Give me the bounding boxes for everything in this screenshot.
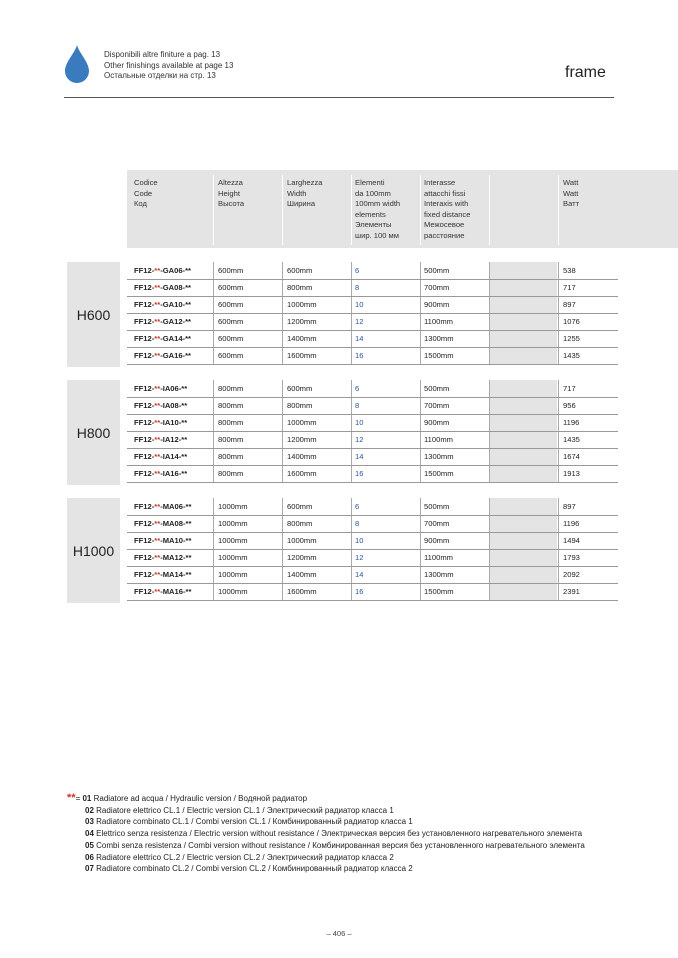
product-code bbox=[134, 266, 191, 275]
brand-title: frame bbox=[565, 64, 606, 81]
code-variant-stars: ** bbox=[154, 469, 161, 478]
row-divider bbox=[127, 330, 618, 331]
cell-width: 1000mm bbox=[287, 300, 317, 309]
cell-interaxis: 500mm bbox=[424, 266, 450, 275]
product-code bbox=[134, 536, 191, 545]
column-header-line: Height bbox=[218, 188, 240, 198]
code-suffix: -GA12-** bbox=[160, 317, 191, 326]
row-divider bbox=[127, 482, 618, 483]
product-code bbox=[134, 587, 191, 596]
legend-text: Combi senza resistenza / Combi version without resistance / Комбинированная версия без установленного нагревательного элемента bbox=[96, 840, 585, 850]
column-header-line: attacchi fissi bbox=[424, 188, 466, 198]
code-variant-stars: ** bbox=[154, 452, 161, 461]
row-divider bbox=[127, 532, 618, 533]
row-divider bbox=[127, 296, 618, 297]
cell-interaxis: 500mm bbox=[424, 502, 450, 511]
cell-interaxis: 900mm bbox=[424, 536, 450, 545]
header-separator bbox=[558, 175, 559, 245]
code-prefix: FF12- bbox=[134, 502, 155, 511]
row-divider bbox=[127, 549, 618, 550]
cell-width: 600mm bbox=[287, 502, 313, 511]
cell-watt: 956 bbox=[563, 401, 576, 410]
cell-width: 1400mm bbox=[287, 452, 317, 461]
finishes-line: Disponibili altre finiture a pag. 13 bbox=[104, 50, 221, 59]
code-suffix: -IA06-** bbox=[160, 384, 188, 393]
column-header-line: elements bbox=[355, 209, 386, 219]
cell-interaxis: 1500mm bbox=[424, 469, 454, 478]
code-variant-stars: ** bbox=[154, 401, 161, 410]
cell-height: 1000mm bbox=[218, 502, 248, 511]
cell-width: 600mm bbox=[287, 266, 313, 275]
cell-elements: 8 bbox=[355, 401, 360, 410]
cell-width: 1200mm bbox=[287, 317, 317, 326]
column-header bbox=[218, 178, 244, 210]
legend-code: 03 bbox=[85, 817, 94, 827]
cell-watt: 2391 bbox=[563, 587, 580, 596]
column-header-line: Элементы bbox=[355, 220, 392, 230]
column-header bbox=[563, 178, 579, 210]
code-suffix: -GA10-** bbox=[160, 300, 191, 309]
legend-stars: ** bbox=[67, 792, 76, 804]
cell-width: 1200mm bbox=[287, 553, 317, 562]
water-drop-icon bbox=[63, 44, 91, 84]
row-divider bbox=[127, 397, 618, 398]
cell-watt: 717 bbox=[563, 384, 576, 393]
code-variant-stars: ** bbox=[154, 570, 161, 579]
cell-interaxis: 700mm bbox=[424, 519, 450, 528]
code-prefix: FF12- bbox=[134, 536, 155, 545]
group-label: H600 bbox=[76, 306, 111, 323]
product-code bbox=[134, 283, 191, 292]
column-header bbox=[424, 178, 470, 242]
cell-elements: 14 bbox=[355, 334, 364, 343]
code-variant-stars: ** bbox=[154, 266, 161, 275]
cell-elements: 6 bbox=[355, 266, 360, 275]
cell-interaxis: 700mm bbox=[424, 283, 450, 292]
product-code bbox=[134, 317, 191, 326]
code-prefix: FF12- bbox=[134, 418, 155, 427]
cell-width: 800mm bbox=[287, 519, 313, 528]
code-prefix: FF12- bbox=[134, 283, 155, 292]
row-divider bbox=[127, 465, 618, 466]
column-header-line: da 100mm bbox=[355, 188, 391, 198]
code-suffix: -GA08-** bbox=[160, 283, 191, 292]
product-code bbox=[134, 519, 191, 528]
code-variant-stars: ** bbox=[154, 587, 161, 596]
column-header-line: расстояние bbox=[424, 230, 465, 240]
code-suffix: -GA06-** bbox=[160, 266, 191, 275]
code-suffix: -MA06-** bbox=[160, 502, 192, 511]
row-divider bbox=[127, 600, 618, 601]
code-suffix: -MA10-** bbox=[160, 536, 192, 545]
code-suffix: -IA16-** bbox=[160, 469, 188, 478]
code-prefix: FF12- bbox=[134, 351, 155, 360]
cell-watt: 897 bbox=[563, 502, 576, 511]
code-prefix: FF12- bbox=[134, 300, 155, 309]
cell-height: 800mm bbox=[218, 401, 244, 410]
cell-height: 600mm bbox=[218, 351, 244, 360]
code-variant-stars: ** bbox=[154, 384, 161, 393]
column-header bbox=[287, 178, 322, 210]
cell-watt: 897 bbox=[563, 300, 576, 309]
row-divider bbox=[127, 583, 618, 584]
header-separator bbox=[489, 175, 490, 245]
code-prefix: FF12- bbox=[134, 384, 155, 393]
cell-watt: 1435 bbox=[563, 435, 580, 444]
column-header-line: Altezza bbox=[218, 178, 243, 187]
cell-watt: 1674 bbox=[563, 452, 580, 461]
column-header-line: Межосевое bbox=[424, 220, 465, 230]
row-divider bbox=[127, 313, 618, 314]
cell-elements: 6 bbox=[355, 384, 360, 393]
row-divider bbox=[127, 414, 618, 415]
cell-height: 600mm bbox=[218, 317, 244, 326]
cell-watt: 1913 bbox=[563, 469, 580, 478]
column-header-line: Interaxis with bbox=[424, 199, 469, 209]
code-prefix: FF12- bbox=[134, 401, 155, 410]
cell-elements: 8 bbox=[355, 283, 360, 292]
code-suffix: -MA16-** bbox=[160, 587, 192, 596]
legend-row bbox=[67, 863, 585, 875]
product-code bbox=[134, 469, 187, 478]
legend-row bbox=[67, 852, 585, 864]
column-header-line: Code bbox=[134, 188, 153, 198]
code-variant-stars: ** bbox=[154, 536, 161, 545]
column-header-line: 100mm width bbox=[355, 199, 401, 209]
header-separator bbox=[420, 175, 421, 245]
cell-watt: 1494 bbox=[563, 536, 580, 545]
row-divider bbox=[127, 364, 618, 365]
cell-elements: 16 bbox=[355, 351, 364, 360]
code-suffix: -IA14-** bbox=[160, 452, 188, 461]
code-prefix: FF12- bbox=[134, 553, 155, 562]
code-prefix: FF12- bbox=[134, 587, 155, 596]
product-code bbox=[134, 435, 187, 444]
code-suffix: -GA16-** bbox=[160, 351, 191, 360]
product-code bbox=[134, 502, 191, 511]
cell-watt: 1196 bbox=[563, 519, 580, 528]
cell-interaxis: 1300mm bbox=[424, 570, 454, 579]
code-prefix: FF12- bbox=[134, 266, 155, 275]
cell-height: 1000mm bbox=[218, 519, 248, 528]
code-variant-stars: ** bbox=[154, 317, 161, 326]
cell-width: 600mm bbox=[287, 384, 313, 393]
cell-elements: 10 bbox=[355, 418, 364, 427]
row-divider bbox=[127, 566, 618, 567]
product-code bbox=[134, 570, 191, 579]
cell-watt: 538 bbox=[563, 266, 576, 275]
cell-height: 800mm bbox=[218, 418, 244, 427]
cell-watt: 1076 bbox=[563, 317, 580, 326]
cell-elements: 6 bbox=[355, 502, 360, 511]
code-prefix: FF12- bbox=[134, 519, 155, 528]
row-divider bbox=[127, 448, 618, 449]
cell-interaxis: 1300mm bbox=[424, 452, 454, 461]
cell-width: 1600mm bbox=[287, 587, 317, 596]
code-suffix: -GA14-** bbox=[160, 334, 191, 343]
group-label-box bbox=[67, 262, 120, 367]
code-variant-stars: ** bbox=[154, 553, 161, 562]
cell-height: 1000mm bbox=[218, 587, 248, 596]
legend-text: Radiatore ad acqua / Hydraulic version / Водяной радиатор bbox=[93, 794, 308, 803]
cell-height: 600mm bbox=[218, 283, 244, 292]
cell-interaxis: 1300mm bbox=[424, 334, 454, 343]
code-suffix: -IA12-** bbox=[160, 435, 188, 444]
cell-width: 800mm bbox=[287, 283, 313, 292]
cell-height: 800mm bbox=[218, 469, 244, 478]
cell-height: 1000mm bbox=[218, 570, 248, 579]
product-code bbox=[134, 300, 191, 309]
column-header-line: Elementi bbox=[355, 178, 385, 187]
column-header-line: шир. 100 мм bbox=[355, 230, 399, 240]
legend-text: Radiatore elettrico CL.1 / Electric version CL.1 / Электрический радиатор класса 1 bbox=[96, 805, 394, 815]
header-separator bbox=[282, 175, 283, 245]
legend-text: Radiatore combinato CL.2 / Combi version CL.2 / Комбинированный радиатор класса 2 bbox=[96, 864, 413, 874]
page-number: – 406 – bbox=[326, 929, 352, 938]
legend-text: Elettrico senza resistenza / Electric version without resistance / Электрическая версия без установленного нагревательного элемента bbox=[96, 829, 583, 839]
row-divider bbox=[127, 515, 618, 516]
column-header-line: Codice bbox=[134, 178, 158, 187]
column-header-line: Larghezza bbox=[287, 178, 323, 187]
cell-width: 1400mm bbox=[287, 570, 317, 579]
cell-elements: 10 bbox=[355, 536, 364, 545]
code-variant-stars: ** bbox=[154, 502, 161, 511]
legend-row bbox=[67, 828, 585, 840]
code-suffix: -MA12-** bbox=[160, 553, 192, 562]
cell-interaxis: 700mm bbox=[424, 401, 450, 410]
cell-watt: 2092 bbox=[563, 570, 580, 579]
cell-interaxis: 1100mm bbox=[424, 553, 453, 562]
product-code bbox=[134, 418, 187, 427]
cell-height: 600mm bbox=[218, 266, 244, 275]
cell-height: 800mm bbox=[218, 452, 244, 461]
cell-watt: 717 bbox=[563, 283, 576, 292]
cell-width: 1000mm bbox=[287, 536, 317, 545]
cell-watt: 1435 bbox=[563, 351, 580, 360]
column-header-line: Высота bbox=[218, 199, 245, 209]
code-variant-stars: ** bbox=[154, 351, 161, 360]
cell-height: 1000mm bbox=[218, 553, 248, 562]
cell-interaxis: 900mm bbox=[424, 300, 450, 309]
product-code bbox=[134, 401, 187, 410]
cell-interaxis: 1100mm bbox=[424, 317, 453, 326]
legend-code: 04 bbox=[85, 829, 94, 839]
finishes-line: Остальные отделки на стр. 13 bbox=[104, 71, 216, 80]
code-variant-stars: ** bbox=[154, 435, 161, 444]
column-header-line: Watt bbox=[563, 178, 579, 187]
product-code bbox=[134, 452, 187, 461]
column-header-line: Код bbox=[134, 199, 147, 209]
legend-code: 05 bbox=[85, 840, 94, 850]
row-divider bbox=[127, 431, 618, 432]
code-prefix: FF12- bbox=[134, 570, 155, 579]
group-label-box bbox=[67, 380, 120, 485]
cell-interaxis: 1500mm bbox=[424, 351, 454, 360]
cell-width: 800mm bbox=[287, 401, 313, 410]
cell-height: 1000mm bbox=[218, 536, 248, 545]
code-suffix: -IA08-** bbox=[160, 401, 188, 410]
row-divider bbox=[127, 279, 618, 280]
cell-height: 800mm bbox=[218, 384, 244, 393]
cell-elements: 12 bbox=[355, 553, 364, 562]
table-header bbox=[127, 170, 678, 248]
code-prefix: FF12- bbox=[134, 469, 155, 478]
cell-height: 600mm bbox=[218, 334, 244, 343]
code-prefix: FF12- bbox=[134, 334, 155, 343]
cell-interaxis: 900mm bbox=[424, 418, 450, 427]
product-code bbox=[134, 384, 187, 393]
cell-width: 1600mm bbox=[287, 469, 317, 478]
cell-elements: 14 bbox=[355, 452, 364, 461]
group-label: H800 bbox=[76, 424, 111, 441]
column-header bbox=[134, 178, 158, 210]
code-variant-stars: ** bbox=[154, 418, 161, 427]
code-variant-stars: ** bbox=[154, 283, 161, 292]
cell-elements: 10 bbox=[355, 300, 364, 309]
code-variant-stars: ** bbox=[154, 334, 161, 343]
code-suffix: -IA10-** bbox=[160, 418, 188, 427]
header-rule bbox=[64, 97, 614, 98]
code-suffix: -MA08-** bbox=[160, 519, 192, 528]
column-header-line: Interasse bbox=[424, 178, 456, 187]
column-header-line: Width bbox=[287, 188, 307, 198]
column-header-line: Ширина bbox=[287, 199, 316, 209]
header-separator bbox=[213, 175, 214, 245]
code-variant-stars: ** bbox=[154, 300, 161, 309]
legend-text: Radiatore elettrico CL.2 / Electric version CL.2 / Электрический радиатор класса 2 bbox=[96, 852, 394, 862]
legend-code: 01 bbox=[82, 794, 92, 803]
cell-interaxis: 1500mm bbox=[424, 587, 454, 596]
cell-elements: 12 bbox=[355, 317, 364, 326]
legend bbox=[67, 793, 585, 875]
cell-height: 600mm bbox=[218, 300, 244, 309]
group-label-box bbox=[67, 498, 120, 603]
legend-equals: = bbox=[75, 794, 81, 803]
cell-elements: 16 bbox=[355, 587, 364, 596]
code-suffix: -MA14-** bbox=[160, 570, 192, 579]
column-header bbox=[355, 178, 400, 242]
cell-height: 800mm bbox=[218, 435, 244, 444]
code-prefix: FF12- bbox=[134, 435, 155, 444]
product-code bbox=[134, 553, 191, 562]
legend-text: Radiatore combinato CL.1 / Combi version CL.1 / Комбинированный радиатор класса 1 bbox=[96, 817, 413, 827]
legend-row bbox=[67, 816, 585, 828]
column-header-line: Ватт bbox=[563, 199, 580, 209]
product-code bbox=[134, 351, 191, 360]
product-code bbox=[134, 334, 191, 343]
cell-width: 1200mm bbox=[287, 435, 317, 444]
cell-elements: 14 bbox=[355, 570, 364, 579]
row-divider bbox=[127, 347, 618, 348]
code-prefix: FF12- bbox=[134, 317, 155, 326]
code-prefix: FF12- bbox=[134, 452, 155, 461]
cell-watt: 1793 bbox=[563, 553, 580, 562]
column-header-line: fixed distance bbox=[424, 209, 471, 219]
cell-watt: 1255 bbox=[563, 334, 580, 343]
cell-watt: 1196 bbox=[563, 418, 580, 427]
finishes-note bbox=[104, 50, 233, 82]
cell-width: 1000mm bbox=[287, 418, 317, 427]
code-variant-stars: ** bbox=[154, 519, 161, 528]
finishes-line: Other finishings available at page 13 bbox=[104, 60, 234, 70]
legend-row bbox=[67, 840, 585, 852]
cell-interaxis: 500mm bbox=[424, 384, 450, 393]
legend-code: 06 bbox=[85, 852, 94, 862]
header-separator bbox=[351, 175, 352, 245]
legend-code: 02 bbox=[85, 805, 94, 815]
cell-interaxis: 1100mm bbox=[424, 435, 453, 444]
cell-width: 1600mm bbox=[287, 351, 317, 360]
cell-elements: 12 bbox=[355, 435, 364, 444]
cell-elements: 16 bbox=[355, 469, 364, 478]
column-header-line: Watt bbox=[563, 188, 579, 198]
legend-row bbox=[67, 793, 585, 805]
cell-width: 1400mm bbox=[287, 334, 317, 343]
legend-code: 07 bbox=[85, 864, 94, 874]
legend-row bbox=[67, 805, 585, 817]
cell-elements: 8 bbox=[355, 519, 360, 528]
group-label: H1000 bbox=[72, 542, 115, 559]
